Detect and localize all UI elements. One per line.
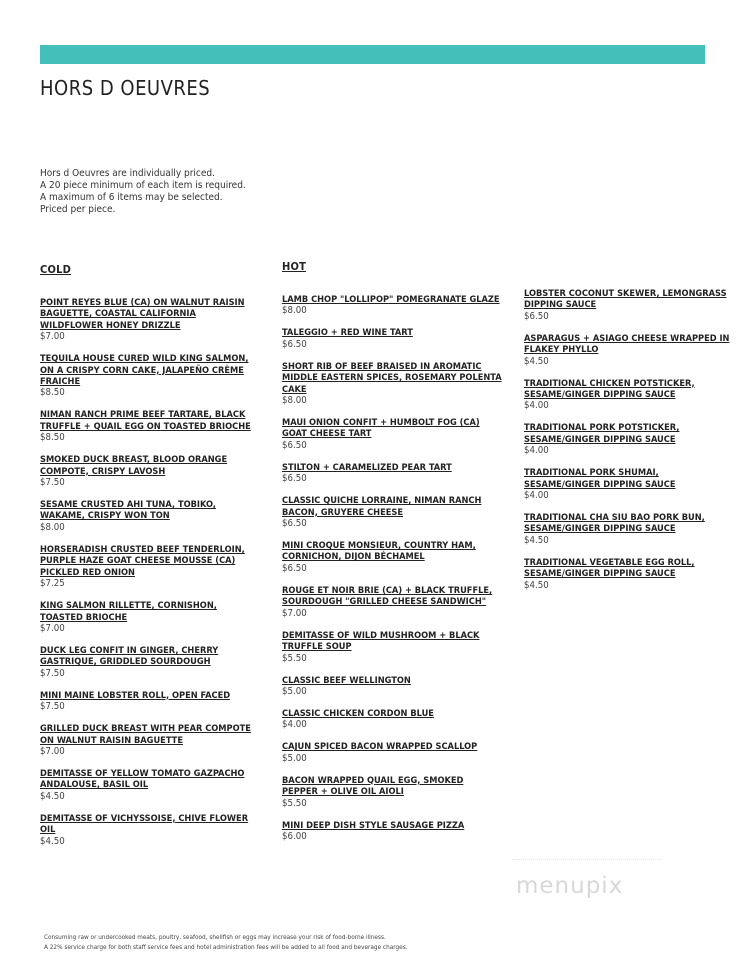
menu-item-price: $4.50: [40, 835, 65, 847]
menu-item-name[interactable]: POINT REYES BLUE (CA) ON WALNUT RAISIN BAGUETTE, COASTAL CALIFORNIA WILDFLOWER HONEY DRIZZLE: [40, 297, 245, 331]
menu-item-name[interactable]: LOBSTER COCONUT SKEWER, LEMONGRASS DIPPING SAUCE: [524, 288, 727, 311]
menu-item-name[interactable]: ROUGE ET NOIR BRIE (CA) + BLACK TRUFFLE, SOURDOUGH "GRILLED CHEESE SANDWICH": [282, 584, 493, 608]
menu-item-name[interactable]: STILTON + CARAMELIZED PEAR TART: [282, 461, 452, 473]
item-list: [282, 294, 502, 842]
menu-item-price: $8.00: [40, 521, 65, 533]
menu-column-hot: [282, 260, 502, 853]
menu-item-name[interactable]: ASPARAGUS + ASIAGO CHEESE WRAPPED IN FLAKEY PHYLLO: [524, 332, 730, 356]
menu-item: [40, 600, 260, 634]
footer-line: Consuming raw or undercooked meats, poultry, seafood, shellfish or eggs may increase your risk of food-borne illness.: [44, 933, 386, 941]
menu-item: [282, 294, 502, 316]
menu-item-name[interactable]: TALEGGIO + RED WINE TART: [282, 327, 413, 339]
menu-item: [40, 768, 260, 802]
menu-item: [524, 333, 734, 367]
menu-item-name[interactable]: DEMITASSE OF WILD MUSHROOM + BLACK TRUFFLE SOUP: [282, 629, 480, 653]
menu-item-price: $8.50: [40, 432, 65, 444]
menu-item-name[interactable]: TRADITIONAL CHICKEN POTSTICKER, SESAME/GINGER DIPPING SAUCE: [524, 377, 695, 401]
menu-item-price: $8.00: [282, 395, 307, 407]
menu-item-price: $6.50: [282, 473, 307, 485]
menu-column-cold: [40, 263, 260, 858]
menu-item: [282, 708, 502, 730]
menu-item: [282, 741, 502, 763]
menu-item-price: $7.00: [40, 331, 65, 343]
menu-item: [524, 512, 734, 546]
menu-item-price: $4.50: [524, 579, 549, 591]
menu-item-price: $6.50: [282, 518, 307, 530]
menu-item-price: $4.50: [524, 534, 549, 546]
menu-item-name[interactable]: MINI DEEP DISH STYLE SAUSAGE PIZZA: [282, 819, 465, 831]
menu-item-name[interactable]: CAJUN SPICED BACON WRAPPED SCALLOP: [282, 741, 478, 753]
watermark-divider: [512, 859, 662, 861]
menu-item: [40, 409, 260, 443]
menu-item-name[interactable]: TRADITIONAL VEGETABLE EGG ROLL, SESAME/GINGER DIPPING SAUCE: [524, 556, 695, 580]
menu-item-name[interactable]: GRILLED DUCK BREAST WITH PEAR COMPOTE ON WALNUT RAISIN BAGUETTE: [40, 723, 251, 746]
header-accent-band: [40, 45, 705, 64]
menu-item-price: $7.50: [40, 477, 65, 489]
menu-item: [282, 630, 502, 664]
footer-line: A 22% service charge for both staff service fees and hotel administration fees will be added to all food and beverage charges.: [44, 943, 408, 951]
menu-item: [40, 499, 260, 533]
menu-item-price: $4.00: [524, 400, 549, 412]
menu-item: [40, 353, 260, 398]
menu-item: [40, 723, 260, 757]
menu-item-price: $5.00: [282, 685, 307, 697]
intro-line: Priced per piece.: [40, 204, 116, 215]
menu-item-name[interactable]: SMOKED DUCK BREAST, BLOOD ORANGE COMPOTE, CRISPY LAVOSH: [40, 454, 228, 477]
menu-item-price: $4.00: [524, 490, 549, 502]
menu-item-price: $7.00: [282, 607, 307, 619]
menu-item-price: $5.00: [282, 752, 307, 764]
menu-item: [40, 297, 260, 342]
menu-item: [282, 585, 502, 619]
menu-item: [282, 327, 502, 349]
menu-item-name[interactable]: SHORT RIB OF BEEF BRAISED IN AROMATIC MIDDLE EASTERN SPICES, ROSEMARY POLENTA CAKE: [282, 360, 502, 395]
menu-item: [282, 495, 502, 529]
menu-item: [524, 467, 734, 501]
menu-item: [40, 645, 260, 679]
intro-line: A 20 piece minimum of each item is required.: [40, 180, 246, 191]
menu-item: [40, 813, 260, 847]
footer-disclaimer: [44, 932, 408, 952]
menu-item-price: $6.50: [282, 338, 307, 350]
menu-item-name[interactable]: CLASSIC CHICKEN CORDON BLUE: [282, 707, 434, 719]
intro-notes: [40, 168, 246, 216]
menu-item: [282, 820, 502, 842]
column-heading-cold: COLD: [40, 263, 71, 276]
menu-item-name[interactable]: NIMAN RANCH PRIME BEEF TARTARE, BLACK TRUFFLE + QUAIL EGG ON TOASTED BRIOCHE: [40, 409, 251, 432]
menu-item-price: $4.50: [40, 790, 65, 802]
item-list: [40, 297, 260, 847]
menu-item-price: $7.25: [40, 578, 65, 590]
menu-item-price: $4.00: [282, 719, 307, 731]
menu-item: [524, 378, 734, 412]
menupix-watermark-logo: menupix: [516, 873, 624, 899]
menu-item-price: $7.00: [40, 622, 65, 634]
menu-item-price: $6.50: [524, 310, 549, 322]
menu-item-name[interactable]: TRADITIONAL PORK POTSTICKER, SESAME/GINGER DIPPING SAUCE: [524, 422, 680, 445]
page-title: HORS D OEUVRES: [40, 76, 211, 100]
menu-item: [524, 422, 734, 456]
menu-item-name[interactable]: TRADITIONAL CHA SIU BAO PORK BUN, SESAME/GINGER DIPPING SAUCE: [524, 512, 705, 535]
column-heading-hot: HOT: [282, 260, 307, 273]
menu-item-name[interactable]: HORSERADISH CRUSTED BEEF TENDERLOIN, PURPLE HAZE GOAT CHEESE MOUSSE (CA) PICKLED RED ONION: [40, 543, 245, 578]
menu-item-name[interactable]: DEMITASSE OF VICHYSSOISE, CHIVE FLOWER OIL: [40, 812, 249, 836]
menu-item: [282, 540, 502, 574]
menu-item-price: $6.50: [282, 562, 307, 574]
intro-line: A maximum of 6 items may be selected.: [40, 192, 223, 203]
menu-item-price: $6.50: [282, 439, 307, 451]
menu-item: [282, 417, 502, 451]
menu-item: [282, 462, 502, 484]
menu-item: [40, 690, 260, 712]
menu-item-name[interactable]: MAUI ONION CONFIT + HUMBOLT FOG (CA) GOAT CHEESE TART: [282, 417, 480, 440]
menu-item: [282, 775, 502, 809]
menu-item-price: $5.50: [282, 652, 307, 664]
menu-item: [40, 544, 260, 589]
menu-item: [282, 675, 502, 697]
menu-item-price: $8.00: [282, 305, 307, 317]
menu-item-price: $4.50: [524, 355, 549, 367]
menu-item-price: $5.50: [282, 797, 307, 809]
menu-item: [282, 361, 502, 406]
menu-item-price: $7.50: [40, 667, 65, 679]
menu-item-price: $8.50: [40, 387, 65, 399]
menu-item-name[interactable]: TRADITIONAL PORK SHUMAI, SESAME/GINGER DIPPING SAUCE: [524, 467, 676, 490]
menu-item-price: $7.00: [40, 745, 65, 757]
menu-item-name[interactable]: DUCK LEG CONFIT IN GINGER, CHERRY GASTRIQUE, GRIDDLED SOURDOUGH: [40, 644, 219, 668]
menu-item-name[interactable]: SESAME CRUSTED AHI TUNA, TOBIKO, WAKAME, CRISPY WON TON: [40, 499, 216, 522]
menu-item: [524, 288, 734, 322]
menu-item-price: $4.00: [524, 445, 549, 457]
menu-item-price: $7.50: [40, 701, 65, 713]
menu-item-name[interactable]: BACON WRAPPED QUAIL EGG, SMOKED PEPPER + OLIVE OIL AIOLI: [282, 774, 464, 798]
menu-item: [524, 557, 734, 591]
menu-item-name[interactable]: LAMB CHOP "LOLLIPOP" POMEGRANATE GLAZE: [282, 294, 500, 305]
menu-item-name[interactable]: MINI CROQUE MONSIEUR, COUNTRY HAM, CORNICHON, DIJON BÉCHAMEL: [282, 540, 476, 563]
item-list: [524, 288, 734, 591]
menu-item-name[interactable]: CLASSIC QUICHE LORRAINE, NIMAN RANCH BACON, GRUYERE CHEESE: [282, 495, 482, 518]
menu-column-hot-continued: [524, 288, 734, 602]
menu-item-name[interactable]: DEMITASSE OF YELLOW TOMATO GAZPACHO ANDALOUSE, BASIL OIL: [40, 767, 245, 791]
menu-item-name[interactable]: KING SALMON RILLETTE, CORNISHON, TOASTED BRIOCHE: [40, 600, 217, 623]
menu-item: [40, 454, 260, 488]
menu-item-name[interactable]: TEQUILA HOUSE CURED WILD KING SALMON, ON A CRISPY CORN CAKE, JALAPEÑO CRÈME FRAICHE: [40, 353, 249, 388]
menu-item-price: $6.00: [282, 830, 307, 842]
menu-item-name[interactable]: MINI MAINE LOBSTER ROLL, OPEN FACED: [40, 689, 231, 701]
intro-line: Hors d Oeuvres are individually priced.: [40, 168, 215, 179]
menu-item-name[interactable]: CLASSIC BEEF WELLINGTON: [282, 674, 411, 686]
